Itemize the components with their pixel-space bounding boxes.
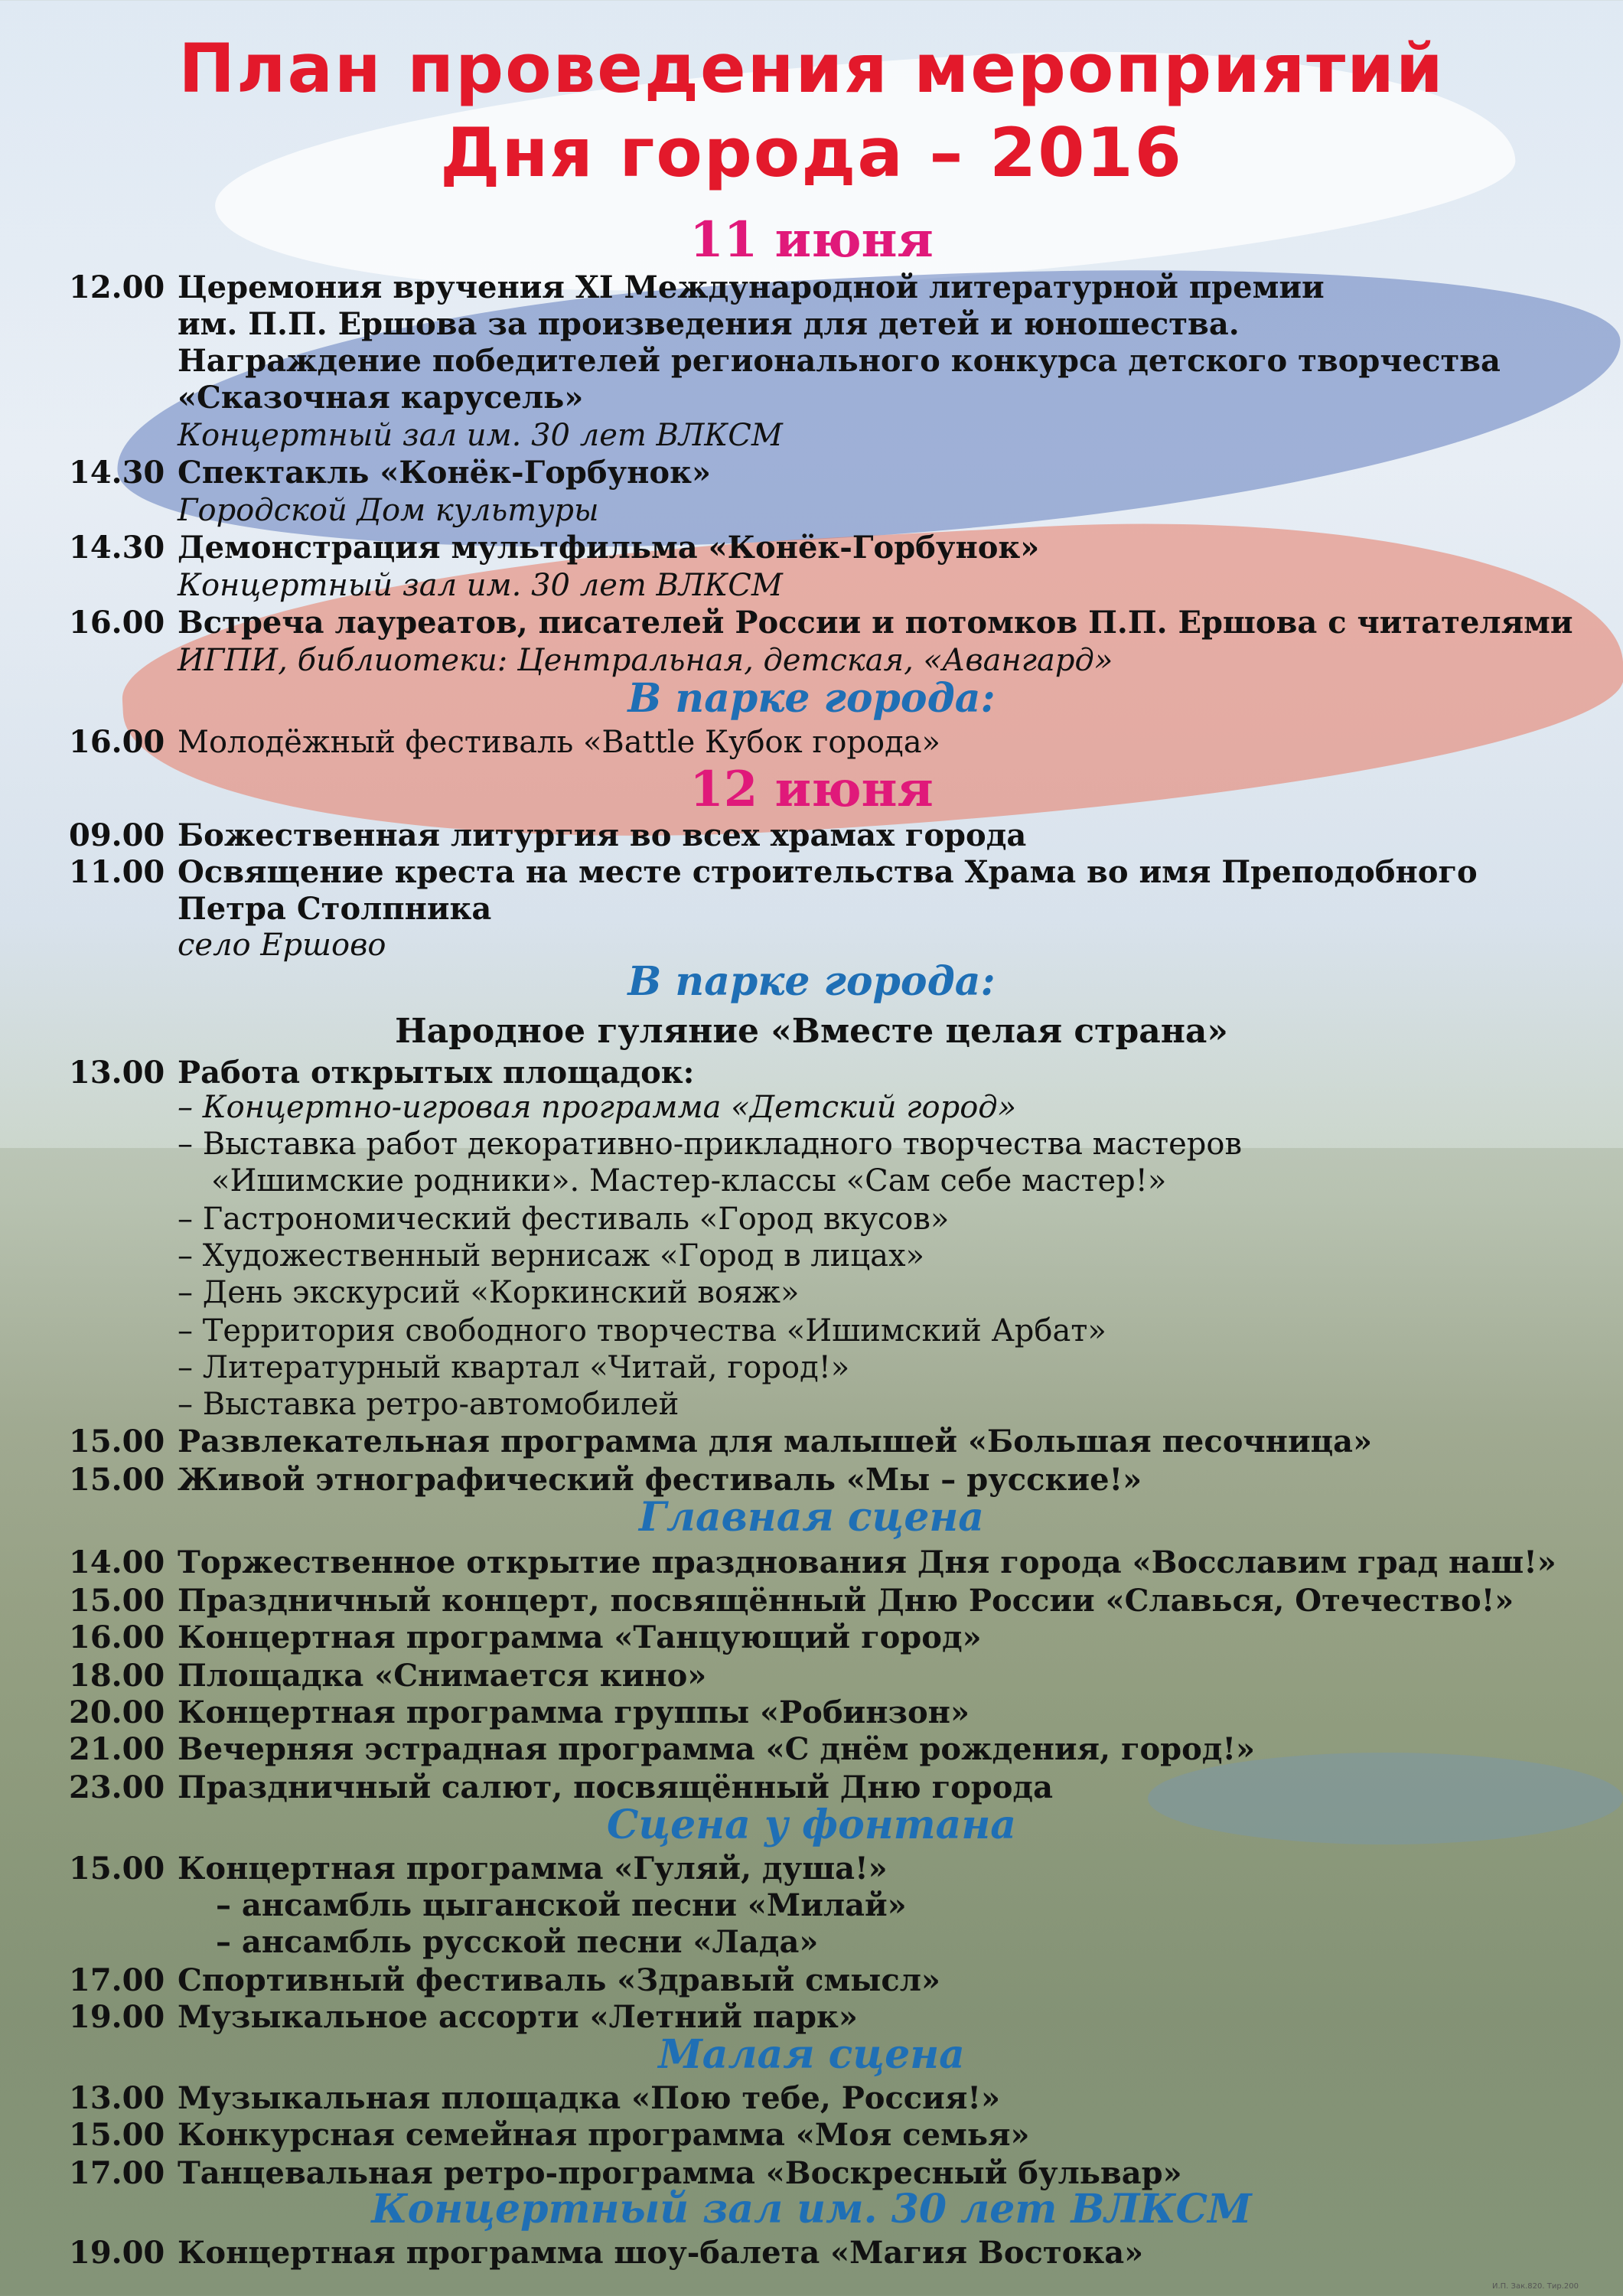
event-time: 19.00 <box>69 1999 165 2035</box>
event-title: Освящение креста на месте строительства Храма во имя Преподобного <box>178 854 1478 890</box>
event-time: 17.00 <box>69 1962 165 1998</box>
section-heading-concert-hall: Концертный зал им. 30 лет ВЛКСМ <box>371 2186 1252 2232</box>
day-heading-june-12: 12 июня <box>689 761 934 818</box>
event-title: Концертная программа группы «Робинзон» <box>178 1694 970 1730</box>
event-venue: село Ершово <box>178 928 386 963</box>
day-heading-june-11: 11 июня <box>689 211 934 269</box>
venue-item: – Литературный квартал «Читай, город!» <box>178 1350 850 1385</box>
event-time: 13.00 <box>69 1055 165 1091</box>
event-title-cont: Награждение победителей регионального конкурса детского творчества <box>178 343 1501 379</box>
event-title: Танцевальная ретро-программа «Воскресный бульвар» <box>178 2155 1182 2191</box>
venue-item: – День экскурсий «Коркинский вояж» <box>178 1275 800 1310</box>
event-title: Церемония вручения XI Международной литературной премии <box>178 269 1325 305</box>
event-time: 16.00 <box>69 1619 165 1655</box>
event-time: 18.00 <box>69 1658 165 1694</box>
event-title: Вечерняя эстрадная программа «С днём рождения, город!» <box>178 1731 1256 1767</box>
event-title: Музыкальное ассорти «Летний парк» <box>178 1999 858 2035</box>
event-title: Молодёжный фестиваль «Battle Кубок города» <box>178 725 941 760</box>
event-title: Демонстрация мультфильма «Конёк-Горбунок» <box>178 530 1040 566</box>
event-title: Праздничный салют, посвящённый Дню города <box>178 1769 1054 1805</box>
event-time: 15.00 <box>69 1851 165 1887</box>
event-title: Праздничный концерт, посвящённый Дню России «Славься, Отечество!» <box>178 1583 1514 1619</box>
title-line-1: План проведения мероприятий <box>178 29 1445 108</box>
event-title: Встреча лауреатов, писателей России и потомков П.П. Ершова с читателями <box>178 605 1573 641</box>
event-title-cont: им. П.П. Ершова за произведения для детей и юношества. <box>178 306 1240 342</box>
event-time: 21.00 <box>69 1731 165 1767</box>
event-title: Божественная литургия во всех храмах города <box>178 817 1027 853</box>
event-title: Торжественное открытие празднования Дня города «Восславим град наш!» <box>178 1544 1556 1580</box>
event-time: 15.00 <box>69 1424 165 1459</box>
event-venue: Концертный зал им. 30 лет ВЛКСМ <box>178 418 783 453</box>
event-time: 13.00 <box>69 2080 165 2116</box>
event-time: 23.00 <box>69 1769 165 1805</box>
ensemble-item: – ансамбль цыганской песни «Милай» <box>216 1887 907 1923</box>
event-title: Концертная программа шоу-балета «Магия Востока» <box>178 2235 1144 2271</box>
section-heading-fountain-stage: Сцена у фонтана <box>607 1802 1016 1848</box>
event-title: Живой этнографический фестиваль «Мы – русские!» <box>178 1462 1142 1498</box>
event-venue: ИГПИ, библиотеки: Центральная, детская, «Авангард» <box>178 643 1113 678</box>
event-time: 12.00 <box>69 269 165 305</box>
event-time: 15.00 <box>69 2117 165 2153</box>
event-time: 15.00 <box>69 1462 165 1498</box>
event-title: Развлекательная программа для малышей «Большая песочница» <box>178 1424 1373 1459</box>
event-time: 16.00 <box>69 724 165 760</box>
event-title: Конкурсная семейная программа «Моя семья» <box>178 2117 1030 2153</box>
event-title: Спортивный фестиваль «Здравый смысл» <box>178 1962 940 1998</box>
event-time: 20.00 <box>69 1694 165 1730</box>
event-time: 11.00 <box>69 854 165 890</box>
event-time: 16.00 <box>69 605 165 641</box>
event-time: 15.00 <box>69 1583 165 1619</box>
event-time: 09.00 <box>69 817 165 853</box>
event-title: Работа открытых площадок: <box>178 1055 695 1091</box>
event-title-cont: Петра Столпника <box>178 891 492 927</box>
venue-item: – Территория свободного творчества «Ишимский Арбат» <box>178 1313 1106 1349</box>
venue-item: – Выставка работ декоративно-прикладного творчества мастеров <box>178 1127 1243 1162</box>
event-time: 14.00 <box>69 1544 165 1580</box>
event-title-cont: «Сказочная карусель» <box>178 380 584 416</box>
print-imprint: И.П. Зак.820. Тир.200 <box>1492 2282 1579 2291</box>
event-time: 17.00 <box>69 2155 165 2191</box>
venue-item: – Выставка ретро-автомобилей <box>178 1387 680 1422</box>
event-time: 14.30 <box>69 455 165 491</box>
venue-item-cont: «Ишимские родники». Мастер-классы «Сам себе мастер!» <box>211 1163 1167 1199</box>
venue-item: – Гастрономический фестиваль «Город вкусов» <box>178 1202 950 1237</box>
title-line-2: Дня города – 2016 <box>440 113 1183 192</box>
event-title: Площадка «Снимается кино» <box>178 1658 707 1694</box>
festival-title: Народное гуляние «Вместе целая страна» <box>395 1012 1228 1051</box>
event-title: Музыкальная площадка «Пою тебе, Россия!» <box>178 2080 1000 2116</box>
event-venue: Городской Дом культуры <box>178 493 599 528</box>
venue-item: – Художественный вернисаж «Город в лицах» <box>178 1238 925 1274</box>
section-heading-park: В парке города: <box>627 675 996 722</box>
section-heading-park: В парке города: <box>627 958 996 1005</box>
event-title: Концертная программа «Танцующий город» <box>178 1619 982 1655</box>
section-heading-main-stage: Главная сцена <box>638 1494 984 1541</box>
event-time: 19.00 <box>69 2235 165 2271</box>
venue-item: – Концертно-игровая программа «Детский город» <box>178 1090 1017 1125</box>
event-time: 14.30 <box>69 530 165 566</box>
event-title: Концертная программа «Гуляй, душа!» <box>178 1851 888 1887</box>
event-title: Спектакль «Конёк-Горбунок» <box>178 455 711 491</box>
ensemble-item: – ансамбль русской песни «Лада» <box>216 1924 819 1960</box>
section-heading-small-stage: Малая сцена <box>658 2031 965 2078</box>
event-venue: Концертный зал им. 30 лет ВЛКСМ <box>178 568 783 603</box>
